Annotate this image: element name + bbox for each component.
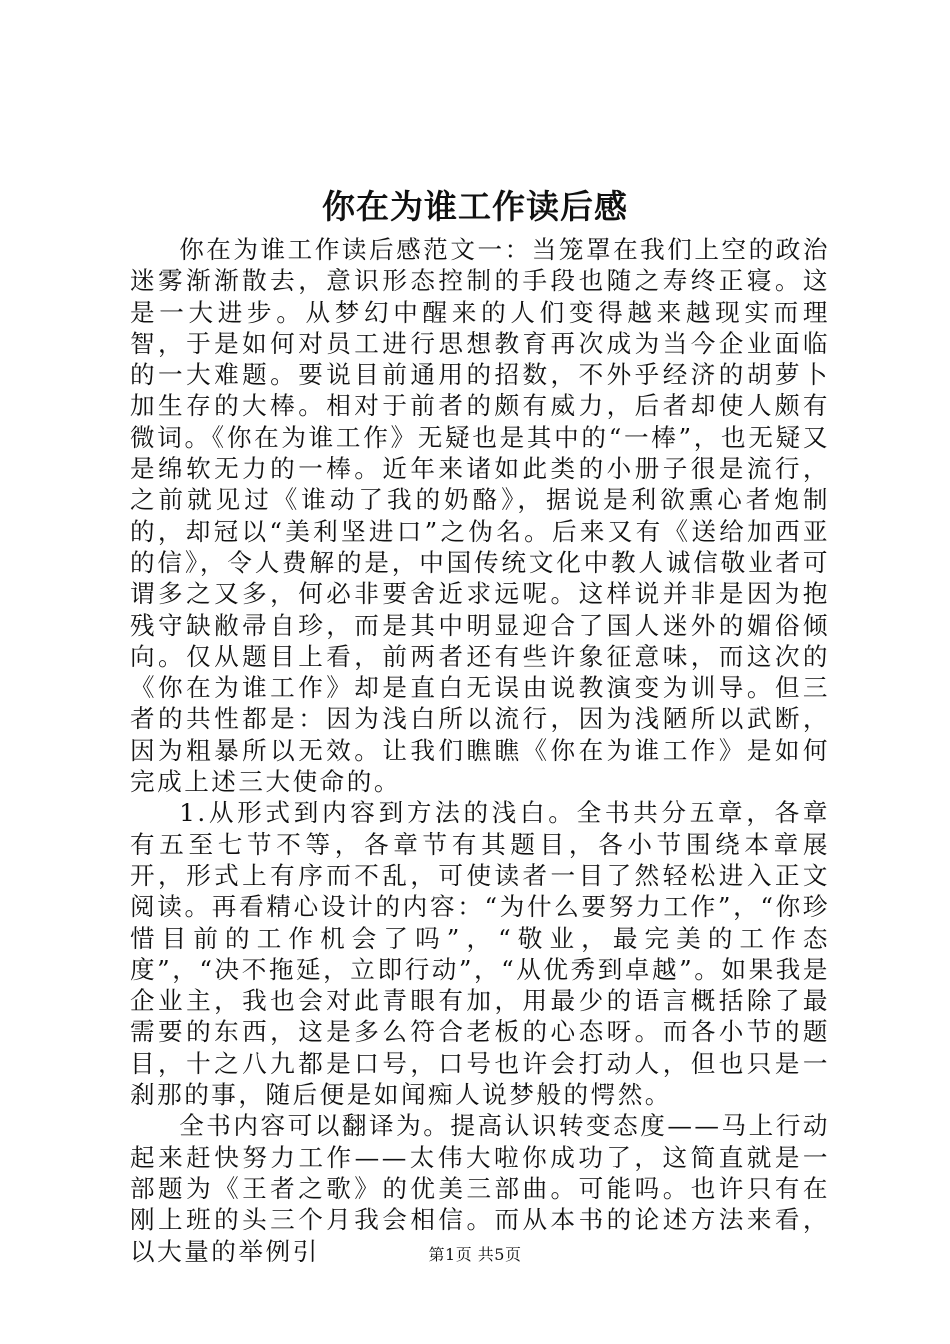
paragraph-1: 你在为谁工作读后感范文一：当笼罩在我们上空的政治迷雾渐渐散去，意识形态控制的手段也随之寿终正寝。这是一大进步。从梦幻中醒来的人们变得越来越现实而理智，于是如何对员工进行思想教育再次成为当今企业面临的一大难题。要说目前通用的招数，不外乎经济的胡萝卜加生存的大棒。相对于前者的颇有威力，后者却使人颇有微词。《你在为谁工作》无疑也是其中的“一棒”，也无疑又是绵软无力的一棒。近年来诸如此类的小册子很是流行，之前就见过《谁动了我的奶酪》，据说是利欲熏心者炮制的，却冠以“美利坚进口”之伪名。后来又有《送给加西亚的信》，令人费解的是，中国传统文化中教人诚信敬业者可谓多之又多，何必非要舍近求远呢。这样说并非是因为抱残守缺敝帚自珍，而是其中明显迎合了国人迷外的媚俗倾向。仅从题目上看，前两者还有些许象征意味，而这次的《你在为谁工作》却是直白无误由说教演变为训导。但三者的共性都是：因为浅白所以流行，因为浅陋所以武断，因为粗暴所以无效。让我们瞧瞧《你在为谁工作》是如何完成上述三大使命的。 [130,235,830,797]
document-title: 你在为谁工作读后感 [322,187,628,226]
page-number-footer: 第1页 共5页 [428,1245,522,1264]
document-body [130,234,830,1267]
paragraph-2: 1.从形式到内容到方法的浅白。全书共分五章，各章有五至七节不等，各章节有其题目，各小节围绕本章展开，形式上有序而不乱，可使读者一目了然轻松进入正文阅读。再看精心设计的内容：“为什么要努力工作”，“你珍惜目前的工作机会了吗”，“敬业，最完美的工作态度”，“决不拖延，立即行动”，“从优秀到卓越”。如果我是企业主，我也会对此青眼有加，用最少的语言概括除了最需要的东西，这是多么符合老板的心态呀。而各小节的题目，十之八九都是口号，口号也许会打动人，但也只是一刹那的事，随后便是如闻痴人说梦般的愕然。 [130,798,830,1110]
paragraph-3: 全书内容可以翻译为。提高认识转变态度——马上行动起来赶快努力工作——太伟大啦你成功了，这简直就是一部题为《王者之歌》的优美三部曲。可能吗。也许只有在刚上班的头三个月我会相信。而从本书的论述方法来看，以大量的举例引 [130,1111,830,1266]
